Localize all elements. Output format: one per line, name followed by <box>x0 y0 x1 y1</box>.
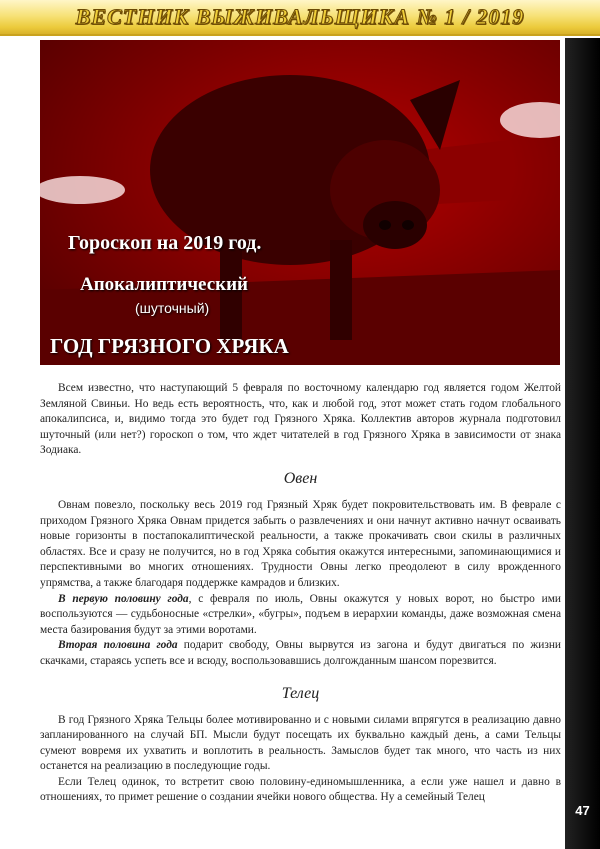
intro-paragraph: Всем известно, что наступающий 5 февраля по восточному календарю год является годом Желтой Земляной Свиньи. Но ведь есть вероятность, что, как и любой год, этот может стать годом глобального апокалипсиса, и, видимо тогда это будет год Грязного Хряка. Коллектив авторов журнала подготовил шуточный (или нет?) гороскоп о том, что ждет читателей в год Грязного Хряка в зависимости от знака Зодиака. <box>40 382 561 457</box>
paragraph: В год Грязного Хряка Тельцы более мотивированно и с новыми силами впрягутся в реализацию давно запланированного на случай БП. Мысли будут посещать их буквально каждый день, а сами Тельцы сумеют вовремя их ухватить и воплотить в реальность. Замыслов будет так много, что часть из них останется на реализацию в последующие годы. <box>40 713 561 773</box>
paragraph-text: , с февраля по июль, Овны окажутся у новых ворот, но быстро ими воспользуются — судьбоносные «стрелки», «бугры», подъем в иерархии команды, даже возможная смена места базирования будут за этими воротами. <box>40 592 561 636</box>
paragraph: Если Телец одинок, то встретит свою половину-единомышленника, а если уже нашел и давно в отношениях, то примет решение о создании ячейки нового общества. Ну а семейный Телец <box>40 775 561 804</box>
emphasis: Вторая половина года <box>58 639 178 652</box>
hero-image <box>40 40 560 365</box>
paragraph <box>40 592 561 639</box>
pig-photo-illustration <box>40 40 560 365</box>
hero-note: (шуточный) <box>135 300 210 316</box>
hero-subtitle: Апокалиптический <box>80 274 248 295</box>
section-heading-taurus: Телец <box>281 684 320 702</box>
paragraph-text: подарит свободу, Овны вырвутся из загона и будут двигаться по жизни скачками, стараясь успеть все и всюду, воспользовавшись долгожданным шансом порезвится. <box>40 639 562 667</box>
paragraph <box>40 638 561 669</box>
paragraph: Овнам повезло, поскольку весь 2019 год Грязный Хряк будет покровительствовать им. В феврале с приходом Грязного Хряка Овнам придется забыть о развлечениях и они начнут активно начнут осваивать новые горизонты в постапокалиптической реальности, а также прокачивать свои скилы в различных областях. Все и сразу не получится, но в год Хряка события окажутся интересными, запоминающимися и перспективными во многих отношениях. Трудности Овны легко преодолеют в силу врожденного упрямства, а также благодаря поддержке камрадов и близких. <box>40 498 561 589</box>
page-edge-strip <box>565 38 600 849</box>
magazine-title: ВЕСТНИК ВЫЖИВАЛЬЩИКА № 1 / 2019 <box>75 4 525 29</box>
magazine-header-banner <box>0 0 600 36</box>
emphasis: В первую половину года <box>58 592 189 605</box>
article-body <box>40 381 561 806</box>
page-number: 47 <box>575 803 590 818</box>
section-heading-aries: Овен <box>283 469 318 487</box>
hero-title: Гороскоп на 2019 год. <box>68 232 262 254</box>
hero-headline: ГОД ГРЯЗНОГО ХРЯКА <box>50 334 289 358</box>
